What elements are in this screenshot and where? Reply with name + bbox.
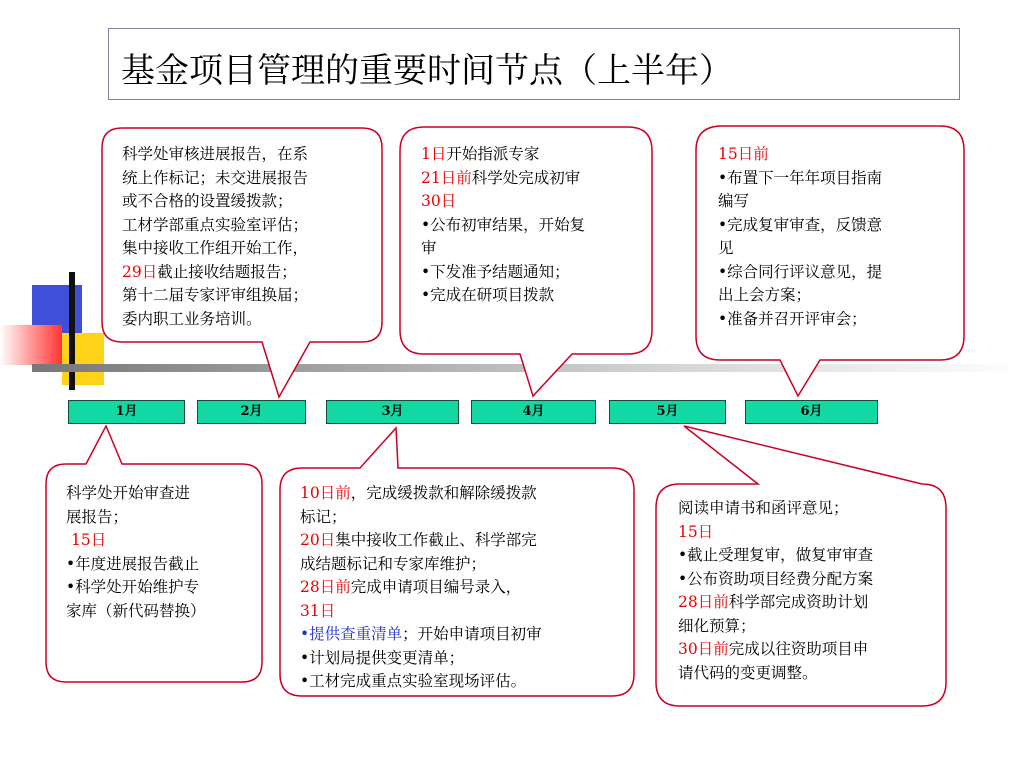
jun-line-3: 编写 [718, 192, 750, 210]
may-line-7 [678, 638, 873, 662]
apr-date-21: 21日前 [421, 168, 472, 187]
jun-line-8: •准备并召开评审会； [718, 309, 867, 328]
may-date-15: 15日 [678, 522, 714, 541]
apr-line-2-rest: 科学处完成初审 [471, 168, 581, 187]
may-line-8: 请代码的变更调整。 [678, 663, 818, 682]
jan-line-5: •科学处开始维护专 [66, 578, 200, 596]
feb-line-7: 第十二届专家评审组换届； [122, 286, 309, 304]
may-line-3: •截止受理复审，做复审审查 [678, 546, 874, 564]
callout-jun-text [718, 143, 882, 331]
month-jun: 6月 [745, 400, 878, 424]
jun-line-4: •完成复审审查，反馈意 [718, 215, 883, 234]
page-title: 基金项目管理的重要时间节点（上半年） [121, 51, 733, 91]
title-box [108, 28, 960, 100]
feb-line-5: 集中接收工作组开始工作， [122, 239, 309, 257]
apr-line-7: •完成在研项目拨款 [421, 286, 555, 304]
apr-line-1 [421, 143, 585, 167]
month-apr: 4月 [471, 400, 596, 424]
jun-date-15: 15日前 [718, 145, 769, 163]
apr-date-30: 30日 [421, 192, 457, 210]
callout-may-text [678, 497, 873, 685]
mar-line-5-rest: 完成申请项目编号录入， [350, 578, 522, 596]
may-line-5-rest: 科学部完成资助计划 [728, 593, 869, 611]
apr-line-2 [421, 167, 585, 191]
jun-line-5: 见 [718, 239, 734, 257]
mar-date-20: 20日 [300, 531, 336, 549]
feb-date-29: 29日 [122, 262, 158, 281]
jan-line-1: 科学处开始审查进 [66, 484, 191, 502]
feb-line-3: 或不合格的设置缓拨款； [122, 192, 293, 210]
feb-line-6-rest: 截止接收结题报告； [157, 262, 297, 281]
callout-apr-text [421, 143, 585, 308]
mar-line-1-rest: ，完成缓拨款和解除缓拨款 [350, 484, 537, 502]
month-may: 5月 [609, 400, 726, 424]
apr-line-4: •公布初审结果，开始复 [421, 215, 586, 234]
mar-line-5 [300, 576, 542, 600]
feb-line-4: 工材学部重点实验室评估； [122, 215, 309, 234]
apr-line-5: 审 [421, 239, 437, 257]
jun-line-2: •布置下一年年项目指南 [718, 168, 883, 187]
apr-line-1-rest: 开始指派专家 [446, 145, 540, 163]
jan-line-2: 展报告； [66, 507, 129, 526]
month-mar: 3月 [326, 400, 459, 424]
feb-line-1: 科学处审核进展报告，在系 [122, 145, 309, 163]
jan-date-15: 15日 [71, 531, 107, 549]
jan-line-4: •年度进展报告截止 [66, 554, 200, 573]
mar-date-10: 10日前 [300, 484, 351, 502]
may-line-7-rest: 完成以往资助项目申 [728, 640, 869, 658]
may-line-5 [678, 591, 873, 615]
mar-line-3-rest: 集中接收工作截止、科学部完 [335, 531, 537, 549]
may-line-4: •公布资助项目经费分配方案 [678, 569, 874, 588]
feb-line-8: 委内职工业务培训。 [122, 309, 262, 328]
mar-date-31: 31日 [300, 601, 336, 620]
callout-feb-text [122, 143, 308, 331]
month-feb: 2月 [197, 400, 306, 424]
may-line-6: 细化预算； [678, 616, 756, 635]
callout-jan-text [66, 482, 206, 623]
mar-line-8: •计划局提供变更清单； [300, 648, 465, 667]
mar-line-7 [300, 623, 542, 647]
may-date-28: 28日前 [678, 593, 729, 611]
mar-line-3 [300, 529, 542, 553]
may-date-30: 30日前 [678, 640, 729, 658]
jun-line-6: •综合同行评议意见，提 [718, 262, 883, 281]
mar-line-2: 标记； [300, 507, 347, 526]
month-jan: 1月 [68, 400, 185, 424]
deco-pink-bar [0, 325, 62, 365]
apr-date-1: 1日 [421, 145, 447, 163]
mar-date-28: 28日前 [300, 578, 351, 596]
feb-line-6 [122, 261, 308, 285]
mar-line-1 [300, 482, 542, 506]
may-line-1: 阅读申请书和函评意见； [678, 499, 849, 517]
deco-yellow-square [62, 333, 104, 385]
callout-mar-text [300, 482, 542, 694]
deco-vertical-bar [69, 272, 75, 390]
feb-line-2: 统上作标记；未交进展报告 [122, 168, 309, 187]
mar-line-7-rest: ；开始申请项目初审 [402, 625, 542, 643]
mar-dedupe-list: •提供查重清单 [300, 625, 403, 643]
mar-line-4: 成结题标记和专家库维护； [300, 554, 487, 573]
jun-line-7: 出上会方案； [718, 286, 812, 304]
jan-line-6: 家库（新代码替换） [66, 601, 206, 620]
mar-line-9: •工材完成重点实验室现场评估。 [300, 672, 527, 690]
apr-line-6: •下发准予结题通知； [421, 262, 570, 281]
